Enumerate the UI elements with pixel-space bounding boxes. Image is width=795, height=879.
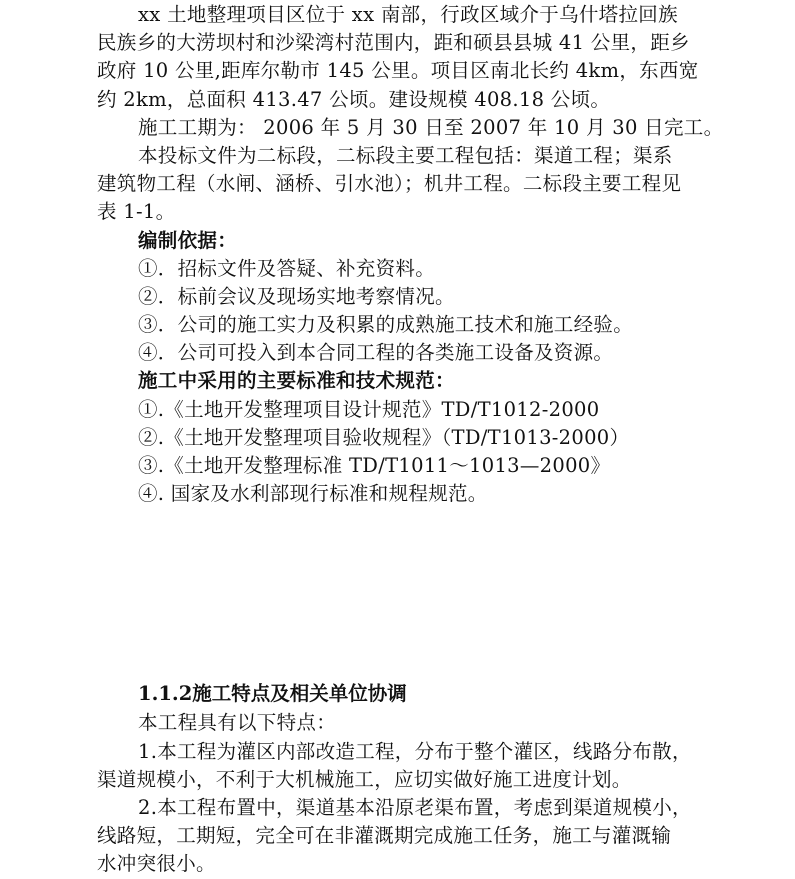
- intro-line-4: 约 2km，总面积 413.47 公顷。建设规模 408.18 公顷。: [97, 87, 611, 111]
- intro-line-1: xx 土地整理项目区位于 xx 南部，行政区域介于乌什塔拉回族: [138, 3, 678, 26]
- standards-title: 施工中采用的主要标准和技术规范：: [138, 369, 455, 393]
- section-intro: 本工程具有以下特点：: [138, 711, 337, 735]
- point1-line-1: 1.本工程为灌区内部改造工程，分布于整个灌区，线路分布散，: [138, 739, 692, 763]
- schedule-line: 施工工期为： 2006 年 5 月 30 日至 2007 年 10 月 30 日完工。: [138, 115, 724, 139]
- basis-item-1: ①．招标文件及答疑、补充资料。: [138, 256, 436, 280]
- tender-line-2: 建筑物工程（水闸、涵桥、引水池）；机井工程。二标段主要工程见: [97, 172, 682, 196]
- point2-line-3: 水冲突很小。: [97, 852, 216, 876]
- intro-line-2: 民族乡的大涝坝村和沙梁湾村范围内，距和硕县县城 41 公里，距乡: [97, 31, 690, 55]
- standards-item-2: ②.《土地开发整理项目验收规程》（TD/T1013-2000）: [138, 425, 630, 449]
- standards-item-1: ①.《土地开发整理项目设计规范》TD/T1012-2000: [138, 397, 600, 421]
- basis-title: 编制依据：: [138, 228, 238, 252]
- basis-item-4: ④．公司可投入到本合同工程的各类施工设备及资源。: [138, 341, 614, 365]
- point2-line-2: 线路短，工期短，完全可在非灌溉期完成施工任务，施工与灌溉输: [97, 824, 672, 848]
- basis-item-2: ②．标前会议及现场实地考察情况。: [138, 284, 455, 308]
- point1-line-2: 渠道规模小，不利于大机械施工，应切实做好施工进度计划。: [97, 767, 632, 791]
- section-heading: 1.1.2施工特点及相关单位协调: [138, 682, 407, 706]
- point2-line-1: 2.本工程布置中，渠道基本沿原老渠布置，考虑到渠道规模小，: [138, 795, 692, 819]
- basis-item-3: ③．公司的施工实力及积累的成熟施工技术和施工经验。: [138, 313, 634, 337]
- standards-item-3: ③.《土地开发整理标准 TD/T1011～1013—2000》: [138, 454, 611, 477]
- intro-line-3: 政府 10 公里,距库尔勒市 145 公里。项目区南北长约 4km，东西宽: [97, 59, 699, 83]
- tender-line-3: 表 1-1。: [97, 200, 176, 224]
- document-page: [97, 0, 723, 879]
- tender-line-1: 本投标文件为二标段，二标段主要工程包括：渠道工程；渠系: [138, 143, 673, 167]
- standards-item-4: ④. 国家及水利部现行标准和规程规范。: [138, 482, 488, 506]
